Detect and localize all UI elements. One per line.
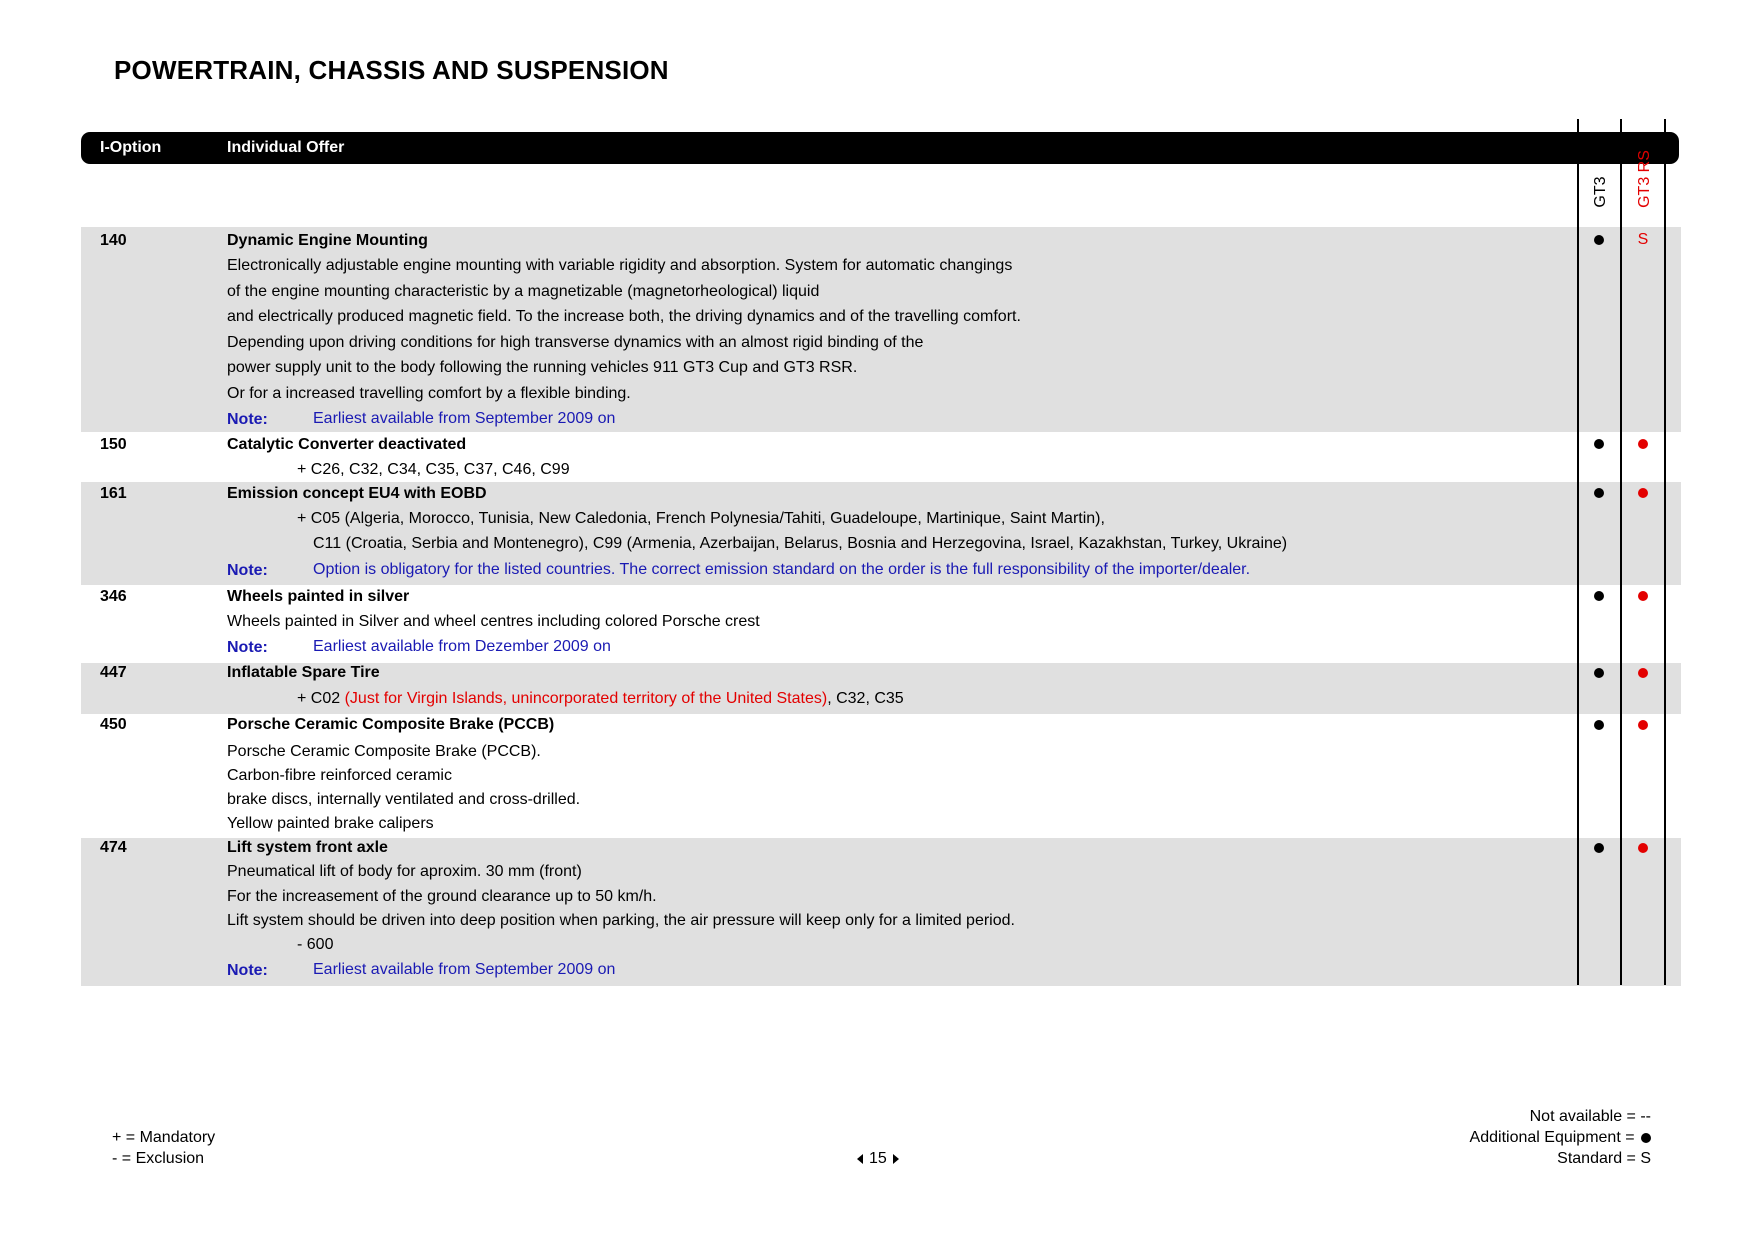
next-page-icon[interactable] <box>893 1154 899 1164</box>
additional-equipment-dot-icon <box>1638 720 1648 730</box>
option-code: 140 <box>100 232 127 249</box>
option-description: Or for a increased travelling comfort by a flexible binding. <box>227 385 631 402</box>
option-description: Porsche Ceramic Composite Brake (PCCB). <box>227 743 541 760</box>
option-description: Lift system should be driven into deep position when parking, the air pressure will keep only for a limited period. <box>227 912 1015 929</box>
note-text: Earliest available from Dezember 2009 on <box>313 638 611 655</box>
page-title: POWERTRAIN, CHASSIS AND SUSPENSION <box>114 55 669 85</box>
mandatory-restriction: (Just for Virgin Islands, unincorporated territory of the United States) <box>344 690 828 707</box>
option-code: 474 <box>100 839 127 856</box>
note-text: Earliest available from September 2009 on <box>313 410 616 427</box>
additional-equipment-dot-icon <box>1638 439 1648 449</box>
option-description: Electronically adjustable engine mounting with variable rigidity and absorption. System for automatic changings <box>227 257 1013 274</box>
option-title: Catalytic Converter deactivated <box>227 436 467 453</box>
note-text: Option is obligatory for the listed countries. The correct emission standard on the order is the full responsibility of the importer/dealer. <box>313 561 1251 578</box>
standard-marker: S <box>1637 231 1649 248</box>
option-description: Yellow painted brake calipers <box>227 815 434 832</box>
note-label: Note: <box>227 411 268 428</box>
option-title: Porsche Ceramic Composite Brake (PCCB) <box>227 716 555 733</box>
option-description: Pneumatical lift of body for aproxim. 30 mm (front) <box>227 863 582 880</box>
option-code: 450 <box>100 716 127 733</box>
additional-equipment-dot-icon <box>1638 488 1648 498</box>
page-navigation <box>857 1149 899 1169</box>
option-description: For the increasement of the ground clearance up to 50 km/h. <box>227 888 657 905</box>
note-text: Earliest available from September 2009 on <box>313 961 616 978</box>
legend-exclusion: - = Exclusion <box>112 1150 205 1167</box>
additional-equipment-dot-icon <box>1638 668 1648 678</box>
option-description: Wheels painted in Silver and wheel centres including colored Porsche crest <box>227 613 760 630</box>
additional-equipment-dot-icon <box>1594 591 1604 601</box>
option-description: and electrically produced magnetic field. To the increase both, the driving dynamics and of the travelling comfort. <box>227 308 1021 325</box>
legend-mandatory: + = Mandatory <box>112 1129 216 1146</box>
column-divider <box>1577 119 1579 985</box>
option-code: 161 <box>100 485 127 502</box>
mandatory-code: + C02 <box>297 690 345 707</box>
option-title: Emission concept EU4 with EOBD <box>227 485 487 502</box>
additional-equipment-dot-icon <box>1594 843 1604 853</box>
option-description: Carbon-fibre reinforced ceramic <box>227 767 452 784</box>
mandatory-options-continued: C11 (Croatia, Serbia and Montenegro), C99 (Armenia, Azerbaijan, Belarus, Bosnia and Herzegovina, Israel, Kazakhstan, Turkey, Ukraine) <box>313 535 1288 552</box>
additional-equipment-dot-icon <box>1594 668 1604 678</box>
option-code: 447 <box>100 664 127 681</box>
additional-equipment-dot-icon <box>1641 1133 1651 1143</box>
mandatory-options <box>297 689 904 709</box>
note-label: Note: <box>227 562 268 579</box>
column-header-ioption: I-Option <box>100 139 162 156</box>
legend-additional-equipment-label: Additional Equipment = <box>1469 1129 1639 1146</box>
column-header-offer: Individual Offer <box>227 139 345 156</box>
option-title: Dynamic Engine Mounting <box>227 232 428 249</box>
option-title: Lift system front axle <box>227 839 388 856</box>
option-code: 346 <box>100 588 127 605</box>
additional-equipment-dot-icon <box>1594 235 1604 245</box>
additional-equipment-dot-icon <box>1638 591 1648 601</box>
option-description: of the engine mounting characteristic by a magnetizable (magnetorheological) liquid <box>227 283 820 300</box>
additional-equipment-dot-icon <box>1594 720 1604 730</box>
column-divider <box>1620 119 1622 985</box>
page-number: 15 <box>869 1150 887 1167</box>
legend-not-available: Not available = -- <box>1529 1108 1651 1125</box>
note-label: Note: <box>227 962 268 979</box>
option-code: 150 <box>100 436 127 453</box>
previous-page-icon[interactable] <box>857 1154 863 1164</box>
mandatory-options: + C05 (Algeria, Morocco, Tunisia, New Caledonia, French Polynesia/Tahiti, Guadeloupe, Martinique, Saint Martin), <box>297 510 1105 527</box>
option-description: power supply unit to the body following the running vehicles 911 GT3 Cup and GT3 RSR. <box>227 359 858 376</box>
note-label: Note: <box>227 639 268 656</box>
additional-equipment-dot-icon <box>1594 488 1604 498</box>
mandatory-code: , C32, C35 <box>827 690 904 707</box>
legend-additional-equipment <box>1470 1128 1651 1148</box>
option-description: brake discs, internally ventilated and cross-drilled. <box>227 791 581 808</box>
option-title: Wheels painted in silver <box>227 588 410 605</box>
mandatory-options: + C26, C32, C34, C35, C37, C46, C99 <box>297 461 570 478</box>
model-label: GT3 RS <box>1636 150 1653 208</box>
legend-standard: Standard = S <box>1557 1150 1651 1167</box>
option-description: Depending upon driving conditions for high transverse dynamics with an almost rigid binding of the <box>227 334 924 351</box>
model-label: GT3 <box>1592 176 1609 208</box>
additional-equipment-dot-icon <box>1594 439 1604 449</box>
option-title: Inflatable Spare Tire <box>227 664 380 681</box>
additional-equipment-dot-icon <box>1638 843 1648 853</box>
exclusion-options: - 600 <box>297 936 334 953</box>
column-divider <box>1664 119 1666 985</box>
